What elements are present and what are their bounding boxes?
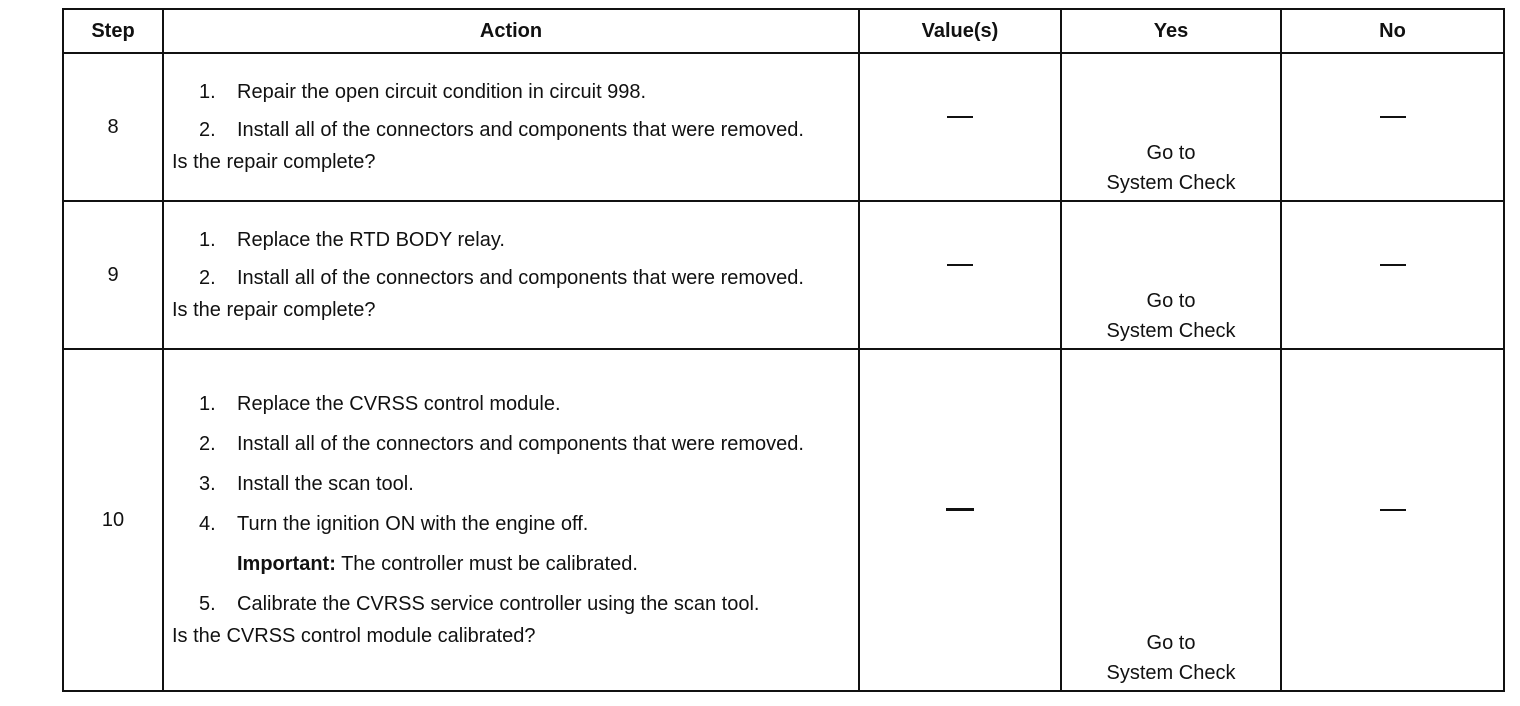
- item-text: Replace the RTD BODY relay.: [237, 229, 505, 251]
- values-cell: [859, 53, 1061, 201]
- header-action: Action: [163, 9, 859, 53]
- header-yes: Yes: [1061, 9, 1281, 53]
- yes-line-2: System Check: [1106, 172, 1236, 194]
- step-number: 8: [63, 53, 163, 201]
- list-item: [164, 77, 858, 107]
- yes-cell: [1061, 349, 1281, 691]
- dash-mark: [1380, 509, 1406, 511]
- table-row: [63, 201, 1504, 349]
- dash-mark: [1380, 264, 1406, 266]
- yes-line-1: Go to: [1146, 290, 1196, 312]
- important-text: The controller must be calibrated.: [341, 553, 638, 575]
- dash-mark: [947, 116, 973, 118]
- list-item: [164, 429, 858, 459]
- yes-cell: [1061, 53, 1281, 201]
- step-number: 9: [63, 201, 163, 349]
- item-text: Install all of the connectors and components that were removed.: [237, 119, 804, 141]
- yes-line-1: Go to: [1146, 632, 1196, 654]
- yes-target: [1062, 138, 1280, 200]
- header-values: Value(s): [859, 9, 1061, 53]
- action-cell: [163, 349, 859, 691]
- item-number: 2.: [199, 119, 216, 141]
- item-number: 4.: [199, 513, 216, 535]
- table-row: [63, 53, 1504, 201]
- important-note: [164, 549, 858, 579]
- step-number: 10: [63, 349, 163, 691]
- yes-target: [1062, 286, 1280, 348]
- question-text: Is the repair complete?: [172, 299, 376, 321]
- list-item: [164, 589, 858, 619]
- list-item: [164, 469, 858, 499]
- dash-mark: [946, 508, 974, 511]
- item-text: Calibrate the CVRSS service controller using the scan tool.: [237, 593, 760, 615]
- item-text: Replace the CVRSS control module.: [237, 393, 561, 415]
- action-cell: [163, 201, 859, 349]
- item-number: 5.: [199, 593, 216, 615]
- item-number: 2.: [199, 267, 216, 289]
- no-cell: [1281, 53, 1504, 201]
- action-cell: [163, 53, 859, 201]
- dash-mark: [947, 264, 973, 266]
- step-list: [164, 77, 858, 145]
- yes-cell: [1061, 201, 1281, 349]
- values-cell: [859, 349, 1061, 691]
- list-item: [164, 115, 858, 145]
- list-item: [164, 509, 858, 539]
- item-number: 1.: [199, 393, 216, 415]
- question-text: Is the CVRSS control module calibrated?: [172, 625, 536, 647]
- no-cell: [1281, 349, 1504, 691]
- item-number: 3.: [199, 473, 216, 495]
- item-number: 1.: [199, 81, 216, 103]
- table-row: [63, 349, 1504, 691]
- header-no: No: [1281, 9, 1504, 53]
- values-cell: [859, 201, 1061, 349]
- important-label: Important:: [237, 553, 336, 575]
- yes-line-2: System Check: [1106, 320, 1236, 342]
- header-step: Step: [63, 9, 163, 53]
- diagnostic-table: [62, 8, 1505, 692]
- step-list: [164, 389, 858, 619]
- no-cell: [1281, 201, 1504, 349]
- item-text: Install all of the connectors and components that were removed.: [237, 267, 804, 289]
- list-item: [164, 389, 858, 419]
- yes-line-1: Go to: [1146, 142, 1196, 164]
- item-text: Install all of the connectors and components that were removed.: [237, 433, 804, 455]
- list-item: [164, 263, 858, 293]
- item-number: 1.: [199, 229, 216, 251]
- step-list: [164, 225, 858, 293]
- list-item: [164, 225, 858, 255]
- item-text: Install the scan tool.: [237, 473, 414, 495]
- item-number: 2.: [199, 433, 216, 455]
- item-text: Repair the open circuit condition in circuit 998.: [237, 81, 647, 103]
- dash-mark: [1380, 116, 1406, 118]
- header-row: [63, 9, 1504, 53]
- question-text: Is the repair complete?: [172, 151, 376, 173]
- yes-target: [1062, 628, 1280, 690]
- item-text: Turn the ignition ON with the engine off.: [237, 513, 589, 535]
- yes-line-2: System Check: [1106, 662, 1236, 684]
